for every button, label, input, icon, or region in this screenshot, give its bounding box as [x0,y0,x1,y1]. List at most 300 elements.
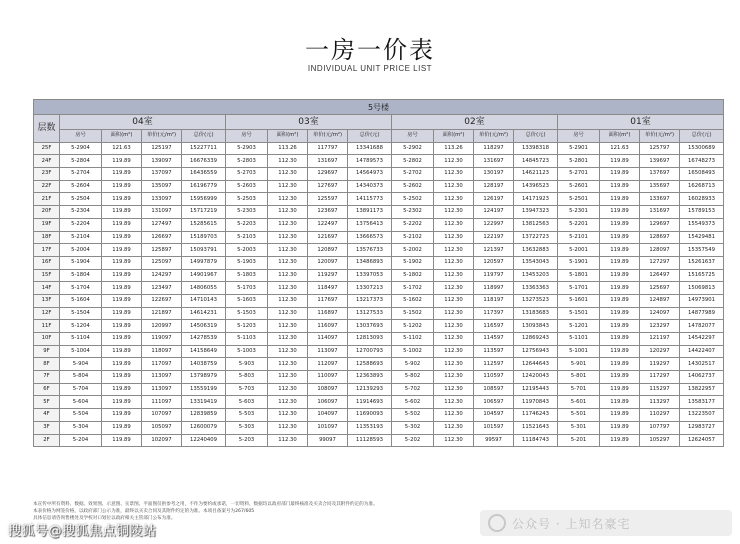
table-cell: 112.30 [434,333,474,346]
table-cell: 14710143 [182,294,226,307]
table-row [34,383,724,396]
table-cell: 112.30 [268,282,308,295]
table-cell: 117097 [142,358,182,371]
table-cell: 112.30 [268,269,308,282]
table-cell: 112.30 [434,294,474,307]
table-cell: 120997 [142,320,182,333]
watermark-right-text: 公众号 · 上知名豪宅 [512,517,631,531]
table-cell: 119.89 [102,421,142,434]
table-cell: 13223507 [680,409,724,422]
table-cell: 111097 [142,396,182,409]
unit-header: 04室 [60,115,226,130]
table-cell: 14997879 [182,256,226,269]
table-cell: 112.30 [268,434,308,447]
table-cell: 133097 [142,193,182,206]
table-cell: 5-1902 [392,256,434,269]
table-cell: 101597 [474,421,514,434]
table-cell: 13812563 [514,218,558,231]
floor-cell: 16F [34,256,60,269]
table-cell: 14171923 [514,193,558,206]
table-cell: 119.89 [600,371,640,384]
table-cell: 117297 [640,371,680,384]
table-cell: 110597 [474,371,514,384]
table-cell: 106597 [474,396,514,409]
table-cell: 105297 [640,434,680,447]
table-cell: 126497 [640,269,680,282]
table-cell: 122997 [474,218,514,231]
table-cell: 113.26 [268,142,308,155]
table-cell: 131697 [474,155,514,168]
unit-header: 01室 [558,115,724,130]
table-cell: 5-2601 [558,180,600,193]
table-cell: 14782077 [680,320,724,333]
table-cell: 107097 [142,409,182,422]
table-cell: 12813093 [348,333,392,346]
floor-cell: 11F [34,320,60,333]
table-cell: 106097 [308,396,348,409]
table-cell: 112.30 [434,193,474,206]
table-cell: 5-2504 [60,193,102,206]
table-cell: 112.30 [434,345,474,358]
table-cell: 113097 [142,371,182,384]
table-cell: 112.30 [434,256,474,269]
table-cell: 122197 [474,231,514,244]
table-cell: 5-1004 [60,345,102,358]
table-cell: 5-2004 [60,244,102,257]
table-cell: 112.30 [268,307,308,320]
table-cell: 118997 [474,282,514,295]
table-cell: 121.63 [102,142,142,155]
table-cell: 11970843 [514,396,558,409]
table-row [34,231,724,244]
table-cell: 123697 [308,206,348,219]
table-cell: 5-2501 [558,193,600,206]
table-cell: 5-1201 [558,320,600,333]
table-cell: 119.89 [600,434,640,447]
table-cell: 14542297 [680,333,724,346]
table-cell: 112097 [308,358,348,371]
table-cell: 5-603 [226,396,268,409]
table-cell: 16196779 [182,180,226,193]
table-cell: 13798979 [182,371,226,384]
table-row [34,180,724,193]
table-cell: 5-2804 [60,155,102,168]
table-cell: 15165725 [680,269,724,282]
floor-cell: 13F [34,294,60,307]
table-cell: 5-1202 [392,320,434,333]
table-cell: 112.30 [434,371,474,384]
table-cell: 139697 [640,155,680,168]
table-cell: 110097 [308,371,348,384]
table-row [34,206,724,219]
column-header-area: 面积(m²) [268,130,308,143]
table-cell: 5-2903 [226,142,268,155]
table-cell: 5-801 [558,371,600,384]
table-cell: 5-2303 [226,206,268,219]
table-cell: 112.30 [434,320,474,333]
table-cell: 99097 [308,434,348,447]
table-cell: 5-1103 [226,333,268,346]
floor-cell: 12F [34,307,60,320]
table-cell: 5-1502 [392,307,434,320]
column-header-unit-price: 单价(元/m²) [640,130,680,143]
table-cell: 119.89 [600,333,640,346]
table-cell: 5-1001 [558,345,600,358]
table-cell: 5-1703 [226,282,268,295]
table-cell: 114097 [308,333,348,346]
column-header-unit-price: 单价(元/m²) [142,130,182,143]
table-cell: 5-1104 [60,333,102,346]
table-cell: 112.30 [268,218,308,231]
table-cell: 5-1603 [226,294,268,307]
table-cell: 113.26 [434,142,474,155]
table-row [34,320,724,333]
table-cell: 12195443 [514,383,558,396]
table-cell: 5-903 [226,358,268,371]
table-cell: 119.89 [102,333,142,346]
table-row [34,371,724,384]
table-cell: 15093791 [182,244,226,257]
table-cell: 121.63 [600,142,640,155]
table-cell: 5-604 [60,396,102,409]
table-cell: 133697 [640,193,680,206]
table-cell: 5-2304 [60,206,102,219]
table-cell: 5-1101 [558,333,600,346]
table-cell: 108097 [308,383,348,396]
table-row [34,294,724,307]
table-cell: 119.89 [600,231,640,244]
table-cell: 11746243 [514,409,558,422]
table-cell: 123497 [142,282,182,295]
table-cell: 12869243 [514,333,558,346]
column-header-area: 面积(m²) [600,130,640,143]
table-cell: 13307213 [348,282,392,295]
table-cell: 118097 [142,345,182,358]
table-cell: 5-503 [226,409,268,422]
table-cell: 122497 [308,218,348,231]
table-row [34,244,724,257]
table-cell: 12139293 [348,383,392,396]
table-cell: 119.89 [600,358,640,371]
footnote-line: 本表价格为网签价格，以政府部门公示为准，最终以买卖合同及其附件约定的为准。本项目备案号为267/605 [33,509,255,514]
table-cell: 14806055 [182,282,226,295]
table-cell: 5-2204 [60,218,102,231]
table-cell: 121397 [474,244,514,257]
page-subtitle: INDIVIDUAL UNIT PRICE LIST [307,64,433,73]
table-cell: 5-1602 [392,294,434,307]
table-cell: 112.30 [268,409,308,422]
table-cell: 5-1003 [226,345,268,358]
table-cell: 131697 [640,206,680,219]
table-cell: 5-2203 [226,218,268,231]
table-cell: 14115773 [348,193,392,206]
table-cell: 101097 [308,421,348,434]
table-cell: 13363363 [514,282,558,295]
building-header: 5号楼 [34,100,724,115]
table-cell: 124297 [142,269,182,282]
table-cell: 13486893 [348,256,392,269]
table-cell: 13037693 [348,320,392,333]
table-row [34,396,724,409]
table-cell: 5-2503 [226,193,268,206]
table-cell: 13453203 [514,269,558,282]
column-header-area: 面积(m²) [102,130,142,143]
table-row [34,421,724,434]
table-cell: 127697 [308,180,348,193]
table-cell: 5-502 [392,409,434,422]
table-cell: 119.89 [600,193,640,206]
table-cell: 118297 [474,142,514,155]
table-cell: 119297 [640,358,680,371]
table-cell: 128697 [640,231,680,244]
table-cell: 14901967 [182,269,226,282]
table-cell: 119.89 [600,180,640,193]
table-cell: 12240409 [182,434,226,447]
table-cell: 112.30 [434,218,474,231]
table-cell: 119.89 [102,383,142,396]
table-row [34,434,724,447]
table-cell: 119.89 [102,358,142,371]
table-cell: 5-2704 [60,168,102,181]
table-cell: 119.89 [102,168,142,181]
table-row [34,333,724,346]
floor-cell: 8F [34,358,60,371]
table-cell: 13127533 [348,307,392,320]
floor-cell: 6F [34,383,60,396]
table-cell: 108597 [474,383,514,396]
table-row [34,358,724,371]
table-cell: 112.30 [268,333,308,346]
table-cell: 116597 [474,320,514,333]
unit-header: 02室 [392,115,558,130]
table-cell: 5-1501 [558,307,600,320]
table-row [34,218,724,231]
table-cell: 5-202 [392,434,434,447]
table-cell: 16268713 [680,180,724,193]
table-cell: 11521643 [514,421,558,434]
table-cell: 119.89 [600,320,640,333]
table-cell: 5-701 [558,383,600,396]
table-cell: 112.30 [434,396,474,409]
watermark-right [480,510,732,536]
table-cell: 112597 [474,358,514,371]
table-cell: 112.30 [434,307,474,320]
table-cell: 116097 [308,320,348,333]
table-cell: 118197 [474,294,514,307]
table-cell: 124097 [640,307,680,320]
table-cell: 16676339 [182,155,226,168]
table-cell: 119.89 [600,269,640,282]
table-cell: 5-2104 [60,231,102,244]
table-cell: 118497 [308,282,348,295]
table-cell: 5-1701 [558,282,600,295]
table-cell: 119.89 [600,282,640,295]
table-cell: 119.89 [600,396,640,409]
page-title: 一房一价表 [305,36,435,64]
table-cell: 5-2603 [226,180,268,193]
table-cell: 112.30 [434,434,474,447]
table-cell: 112.30 [268,358,308,371]
table-cell: 112.30 [268,155,308,168]
table-cell: 112.30 [268,320,308,333]
floor-cell: 14F [34,282,60,295]
floor-cell: 20F [34,206,60,219]
table-cell: 13273523 [514,294,558,307]
table-cell: 117397 [474,307,514,320]
column-header-total-price: 总价(元) [514,130,558,143]
table-cell: 5-804 [60,371,102,384]
table-cell: 15261637 [680,256,724,269]
table-cell: 122697 [142,294,182,307]
table-cell: 119.89 [600,218,640,231]
table-cell: 5-304 [60,421,102,434]
table-cell: 119.89 [102,396,142,409]
table-cell: 13756413 [348,218,392,231]
floor-cell: 19F [34,218,60,231]
table-cell: 107797 [640,421,680,434]
table-cell: 13183683 [514,307,558,320]
table-cell: 112.30 [268,256,308,269]
table-cell: 5-302 [392,421,434,434]
table-cell: 5-2803 [226,155,268,168]
table-cell: 121197 [640,333,680,346]
table-cell: 119.89 [102,371,142,384]
table-cell: 5-203 [226,434,268,447]
column-header-total-price: 总价(元) [348,130,392,143]
table-cell: 116897 [308,307,348,320]
table-cell: 119.89 [600,206,640,219]
table-cell: 5-1604 [60,294,102,307]
table-cell: 120297 [640,345,680,358]
table-cell: 14396523 [514,180,558,193]
table-cell: 13822957 [680,383,724,396]
table-cell: 5-602 [392,396,434,409]
table-cell: 5-802 [392,371,434,384]
table-cell: 13576733 [348,244,392,257]
table-cell: 15069813 [680,282,724,295]
floor-cell: 5F [34,396,60,409]
table-cell: 112.30 [268,244,308,257]
table-cell: 5-703 [226,383,268,396]
table-cell: 119.89 [600,421,640,434]
table-cell: 113297 [640,396,680,409]
table-cell: 5-201 [558,434,600,447]
table-cell: 5-2902 [392,142,434,155]
table-cell: 13543043 [514,256,558,269]
table-cell: 102097 [142,434,182,447]
unit-header: 03室 [226,115,392,130]
table-cell: 119.89 [102,269,142,282]
table-cell: 135097 [142,180,182,193]
floor-cell: 9F [34,345,60,358]
table-cell: 119.89 [600,409,640,422]
table-cell: 119.89 [102,282,142,295]
table-cell: 5-902 [392,358,434,371]
table-cell: 119797 [474,269,514,282]
table-cell: 5-2302 [392,206,434,219]
table-cell: 12624057 [680,434,724,447]
table-cell: 15789153 [680,206,724,219]
table-cell: 14877989 [680,307,724,320]
table-cell: 5-2301 [558,206,600,219]
table-cell: 115297 [640,383,680,396]
table-cell: 119.89 [102,206,142,219]
table-cell: 112.30 [434,155,474,168]
table-cell: 14158649 [182,345,226,358]
table-cell: 5-702 [392,383,434,396]
table-cell: 113097 [308,345,348,358]
table-cell: 14506319 [182,320,226,333]
table-cell: 5-1803 [226,269,268,282]
table-cell: 5-2802 [392,155,434,168]
table-cell: 5-1503 [226,307,268,320]
floor-cell: 23F [34,168,60,181]
table-cell: 15189703 [182,231,226,244]
table-row [34,142,724,155]
table-cell: 13341688 [348,142,392,155]
table-cell: 14845723 [514,155,558,168]
table-cell: 5-2702 [392,168,434,181]
table-cell: 112.30 [268,168,308,181]
table-cell: 104097 [308,409,348,422]
table-cell: 120097 [308,256,348,269]
table-cell: 119.89 [102,256,142,269]
table-cell: 5-2604 [60,180,102,193]
table-cell: 12588693 [348,358,392,371]
column-header-area: 面积(m²) [434,130,474,143]
table-cell: 15285615 [182,218,226,231]
table-cell: 119.89 [102,155,142,168]
table-cell: 131097 [142,206,182,219]
floor-cell: 18F [34,231,60,244]
table-cell: 125597 [308,193,348,206]
table-cell: 5-1904 [60,256,102,269]
table-cell: 119.89 [600,155,640,168]
column-header-total-price: 总价(元) [680,130,724,143]
footnote-line: 本宣传中所有资料、数据、效果图、示意图、实景图、平面图仅供参考之用，不作为要约或承诺，一切资料、数据均以政府部门最终核准及买卖合同及其附件约定的为准。 [33,502,378,507]
table-cell: 5-1801 [558,269,600,282]
table-row [34,193,724,206]
table-cell: 15956999 [182,193,226,206]
table-cell: 13319419 [182,396,226,409]
table-cell: 112.30 [434,180,474,193]
table-cell: 114597 [474,333,514,346]
table-cell: 13559199 [182,383,226,396]
table-cell: 112.30 [434,421,474,434]
table-cell: 112.30 [434,282,474,295]
table-cell: 119.89 [600,383,640,396]
table-cell: 131697 [308,155,348,168]
table-cell: 139097 [142,155,182,168]
column-header-total-price: 总价(元) [182,130,226,143]
table-cell: 112.30 [268,231,308,244]
table-cell: 119.89 [600,244,640,257]
table-cell: 124197 [474,206,514,219]
table-cell: 12756943 [514,345,558,358]
table-cell: 119.89 [102,218,142,231]
table-cell: 16508493 [680,168,724,181]
table-cell: 112.30 [434,409,474,422]
floor-header: 层数 [34,115,60,143]
table-cell: 12363893 [348,371,392,384]
floor-cell: 15F [34,269,60,282]
table-cell: 14973901 [680,294,724,307]
table-cell: 117697 [308,294,348,307]
table-cell: 119.89 [102,307,142,320]
table-cell: 119.89 [102,244,142,257]
table-cell: 130197 [474,168,514,181]
table-cell: 14278539 [182,333,226,346]
